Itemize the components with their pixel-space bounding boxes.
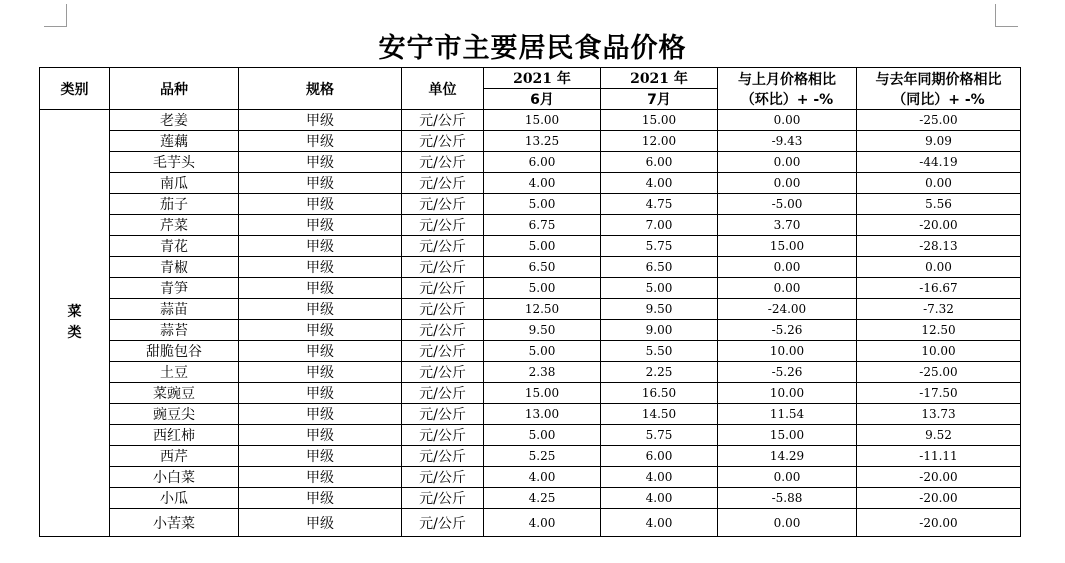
cell-july-price: 4.00: [601, 488, 718, 509]
cell-product: 小苦菜: [110, 509, 239, 537]
cell-spec: 甲级: [239, 257, 402, 278]
cell-year-on-year: -25.00: [857, 362, 1021, 383]
cell-july-price: 16.50: [601, 383, 718, 404]
cell-month-on-month: -5.88: [718, 488, 857, 509]
cell-unit: 元/公斤: [402, 446, 484, 467]
cell-month-on-month: 10.00: [718, 383, 857, 404]
header-product: 品种: [110, 68, 239, 110]
cell-product: 芹菜: [110, 215, 239, 236]
cell-year-on-year: -20.00: [857, 509, 1021, 537]
cell-product: 毛芋头: [110, 152, 239, 173]
cell-product: 小白菜: [110, 467, 239, 488]
header-mom-line1: 与上月价格相比: [738, 71, 836, 88]
cell-spec: 甲级: [239, 278, 402, 299]
cell-spec: 甲级: [239, 215, 402, 236]
cell-july-price: 5.75: [601, 425, 718, 446]
cell-year-on-year: 13.73: [857, 404, 1021, 425]
header-year-on-year: [857, 68, 1021, 110]
cell-july-price: 7.00: [601, 215, 718, 236]
cell-month-on-month: 0.00: [718, 152, 857, 173]
cell-june-price: 4.25: [484, 488, 601, 509]
cell-product: 菜豌豆: [110, 383, 239, 404]
cell-unit: 元/公斤: [402, 467, 484, 488]
cell-year-on-year: -7.32: [857, 299, 1021, 320]
cell-june-price: 15.00: [484, 110, 601, 131]
cell-year-on-year: -20.00: [857, 488, 1021, 509]
cell-year-on-year: -16.67: [857, 278, 1021, 299]
cell-june-price: 4.00: [484, 467, 601, 488]
cell-year-on-year: -17.50: [857, 383, 1021, 404]
cell-spec: 甲级: [239, 299, 402, 320]
category-label-char: 菜: [67, 304, 82, 320]
cell-spec: 甲级: [239, 173, 402, 194]
cell-june-price: 5.00: [484, 425, 601, 446]
cell-unit: 元/公斤: [402, 215, 484, 236]
cell-july-price: 4.00: [601, 509, 718, 537]
cell-unit: 元/公斤: [402, 383, 484, 404]
cell-year-on-year: -28.13: [857, 236, 1021, 257]
cell-month-on-month: -24.00: [718, 299, 857, 320]
cell-june-price: 9.50: [484, 320, 601, 341]
cell-product: 小瓜: [110, 488, 239, 509]
cell-year-on-year: -11.11: [857, 446, 1021, 467]
cell-month-on-month: 15.00: [718, 425, 857, 446]
table-row: [40, 299, 1021, 320]
cell-unit: 元/公斤: [402, 488, 484, 509]
cell-product: 老姜: [110, 110, 239, 131]
cell-month-on-month: 14.29: [718, 446, 857, 467]
page-corner-mark-left: [44, 4, 67, 27]
cell-unit: 元/公斤: [402, 278, 484, 299]
cell-product: 青花: [110, 236, 239, 257]
cell-june-price: 13.00: [484, 404, 601, 425]
cell-product: 豌豆尖: [110, 404, 239, 425]
cell-year-on-year: 0.00: [857, 257, 1021, 278]
cell-spec: 甲级: [239, 446, 402, 467]
header-month-on-month: [718, 68, 857, 110]
cell-june-price: 2.38: [484, 362, 601, 383]
cell-product: 莲藕: [110, 131, 239, 152]
table-row: [40, 215, 1021, 236]
cell-spec: 甲级: [239, 467, 402, 488]
cell-spec: 甲级: [239, 236, 402, 257]
cell-month-on-month: -9.43: [718, 131, 857, 152]
header-period2-month: 7月: [601, 89, 718, 110]
cell-unit: 元/公斤: [402, 236, 484, 257]
cell-year-on-year: 5.56: [857, 194, 1021, 215]
table-row: [40, 110, 1021, 131]
header-unit: 单位: [402, 68, 484, 110]
table-header: [40, 68, 1021, 110]
cell-july-price: 9.00: [601, 320, 718, 341]
cell-spec: 甲级: [239, 152, 402, 173]
header-spec: 规格: [239, 68, 402, 110]
header-yoy-line2: （同比）+ -%: [892, 91, 985, 108]
cell-month-on-month: 0.00: [718, 278, 857, 299]
cell-july-price: 12.00: [601, 131, 718, 152]
cell-june-price: 5.00: [484, 236, 601, 257]
cell-july-price: 6.00: [601, 446, 718, 467]
cell-spec: 甲级: [239, 425, 402, 446]
cell-unit: 元/公斤: [402, 362, 484, 383]
cell-spec: 甲级: [239, 362, 402, 383]
cell-month-on-month: 0.00: [718, 257, 857, 278]
cell-month-on-month: -5.00: [718, 194, 857, 215]
table-row: [40, 446, 1021, 467]
cell-unit: 元/公斤: [402, 131, 484, 152]
cell-unit: 元/公斤: [402, 194, 484, 215]
cell-july-price: 5.50: [601, 341, 718, 362]
page-corner-mark-right: [995, 4, 1018, 27]
cell-product: 蒜苗: [110, 299, 239, 320]
table-row: [40, 320, 1021, 341]
cell-month-on-month: -5.26: [718, 320, 857, 341]
header-period2-year: 2021 年: [601, 68, 718, 89]
header-category: 类别: [40, 68, 110, 110]
cell-product: 西红柿: [110, 425, 239, 446]
document-title: 安宁市主要居民食品价格: [378, 33, 687, 64]
cell-year-on-year: -20.00: [857, 467, 1021, 488]
header-period1-month: 6月: [484, 89, 601, 110]
cell-july-price: 4.00: [601, 467, 718, 488]
cell-product: 青笋: [110, 278, 239, 299]
cell-june-price: 13.25: [484, 131, 601, 152]
table-row: [40, 152, 1021, 173]
cell-unit: 元/公斤: [402, 320, 484, 341]
table-row: [40, 341, 1021, 362]
cell-july-price: 5.75: [601, 236, 718, 257]
cell-july-price: 14.50: [601, 404, 718, 425]
cell-july-price: 4.75: [601, 194, 718, 215]
cell-month-on-month: 0.00: [718, 509, 857, 537]
cell-unit: 元/公斤: [402, 404, 484, 425]
table-row: [40, 236, 1021, 257]
cell-year-on-year: -20.00: [857, 215, 1021, 236]
cell-month-on-month: 0.00: [718, 173, 857, 194]
table-row: [40, 362, 1021, 383]
cell-spec: 甲级: [239, 320, 402, 341]
table-row: [40, 194, 1021, 215]
cell-june-price: 4.00: [484, 173, 601, 194]
cell-year-on-year: 9.52: [857, 425, 1021, 446]
cell-month-on-month: 0.00: [718, 467, 857, 488]
cell-unit: 元/公斤: [402, 110, 484, 131]
cell-product: 茄子: [110, 194, 239, 215]
price-table: [39, 67, 1021, 537]
cell-july-price: 5.00: [601, 278, 718, 299]
cell-year-on-year: 10.00: [857, 341, 1021, 362]
header-mom-line2: （环比）+ -%: [740, 91, 834, 108]
cell-june-price: 5.00: [484, 278, 601, 299]
table-row: [40, 131, 1021, 152]
cell-spec: 甲级: [239, 404, 402, 425]
cell-june-price: 5.00: [484, 341, 601, 362]
cell-june-price: 15.00: [484, 383, 601, 404]
table-body: [40, 110, 1021, 537]
cell-july-price: 9.50: [601, 299, 718, 320]
cell-month-on-month: 11.54: [718, 404, 857, 425]
cell-month-on-month: 10.00: [718, 341, 857, 362]
cell-month-on-month: -5.26: [718, 362, 857, 383]
cell-july-price: 6.00: [601, 152, 718, 173]
table-row: [40, 404, 1021, 425]
cell-year-on-year: 0.00: [857, 173, 1021, 194]
cell-july-price: 15.00: [601, 110, 718, 131]
cell-spec: 甲级: [239, 131, 402, 152]
table-row: [40, 278, 1021, 299]
cell-year-on-year: 12.50: [857, 320, 1021, 341]
table-row: [40, 488, 1021, 509]
table-row: [40, 467, 1021, 488]
cell-unit: 元/公斤: [402, 257, 484, 278]
cell-unit: 元/公斤: [402, 425, 484, 446]
cell-unit: 元/公斤: [402, 341, 484, 362]
table-row: [40, 509, 1021, 537]
table-row: [40, 425, 1021, 446]
cell-product: 蒜苔: [110, 320, 239, 341]
cell-spec: 甲级: [239, 383, 402, 404]
cell-product: 西芹: [110, 446, 239, 467]
cell-product: 南瓜: [110, 173, 239, 194]
table-row: [40, 257, 1021, 278]
cell-month-on-month: 3.70: [718, 215, 857, 236]
cell-june-price: 4.00: [484, 509, 601, 537]
cell-year-on-year: 9.09: [857, 131, 1021, 152]
cell-product: 土豆: [110, 362, 239, 383]
cell-month-on-month: 15.00: [718, 236, 857, 257]
header-yoy-line1: 与去年同期价格相比: [875, 71, 1002, 88]
cell-spec: 甲级: [239, 194, 402, 215]
cell-june-price: 5.25: [484, 446, 601, 467]
cell-unit: 元/公斤: [402, 299, 484, 320]
cell-unit: 元/公斤: [402, 509, 484, 537]
cell-june-price: 6.75: [484, 215, 601, 236]
cell-year-on-year: -44.19: [857, 152, 1021, 173]
cell-june-price: 12.50: [484, 299, 601, 320]
cell-month-on-month: 0.00: [718, 110, 857, 131]
cell-year-on-year: -25.00: [857, 110, 1021, 131]
cell-product: 青椒: [110, 257, 239, 278]
cell-july-price: 2.25: [601, 362, 718, 383]
cell-unit: 元/公斤: [402, 173, 484, 194]
cell-product: 甜脆包谷: [110, 341, 239, 362]
header-period1-year: 2021 年: [484, 68, 601, 89]
cell-spec: 甲级: [239, 488, 402, 509]
cell-spec: 甲级: [239, 509, 402, 537]
cell-june-price: 5.00: [484, 194, 601, 215]
category-label-char: 类: [67, 325, 82, 341]
cell-july-price: 4.00: [601, 173, 718, 194]
cell-spec: 甲级: [239, 110, 402, 131]
table-row: [40, 383, 1021, 404]
cell-spec: 甲级: [239, 341, 402, 362]
cell-unit: 元/公斤: [402, 152, 484, 173]
cell-june-price: 6.00: [484, 152, 601, 173]
cell-june-price: 6.50: [484, 257, 601, 278]
cell-july-price: 6.50: [601, 257, 718, 278]
table-row: [40, 173, 1021, 194]
category-cell: [40, 110, 110, 537]
